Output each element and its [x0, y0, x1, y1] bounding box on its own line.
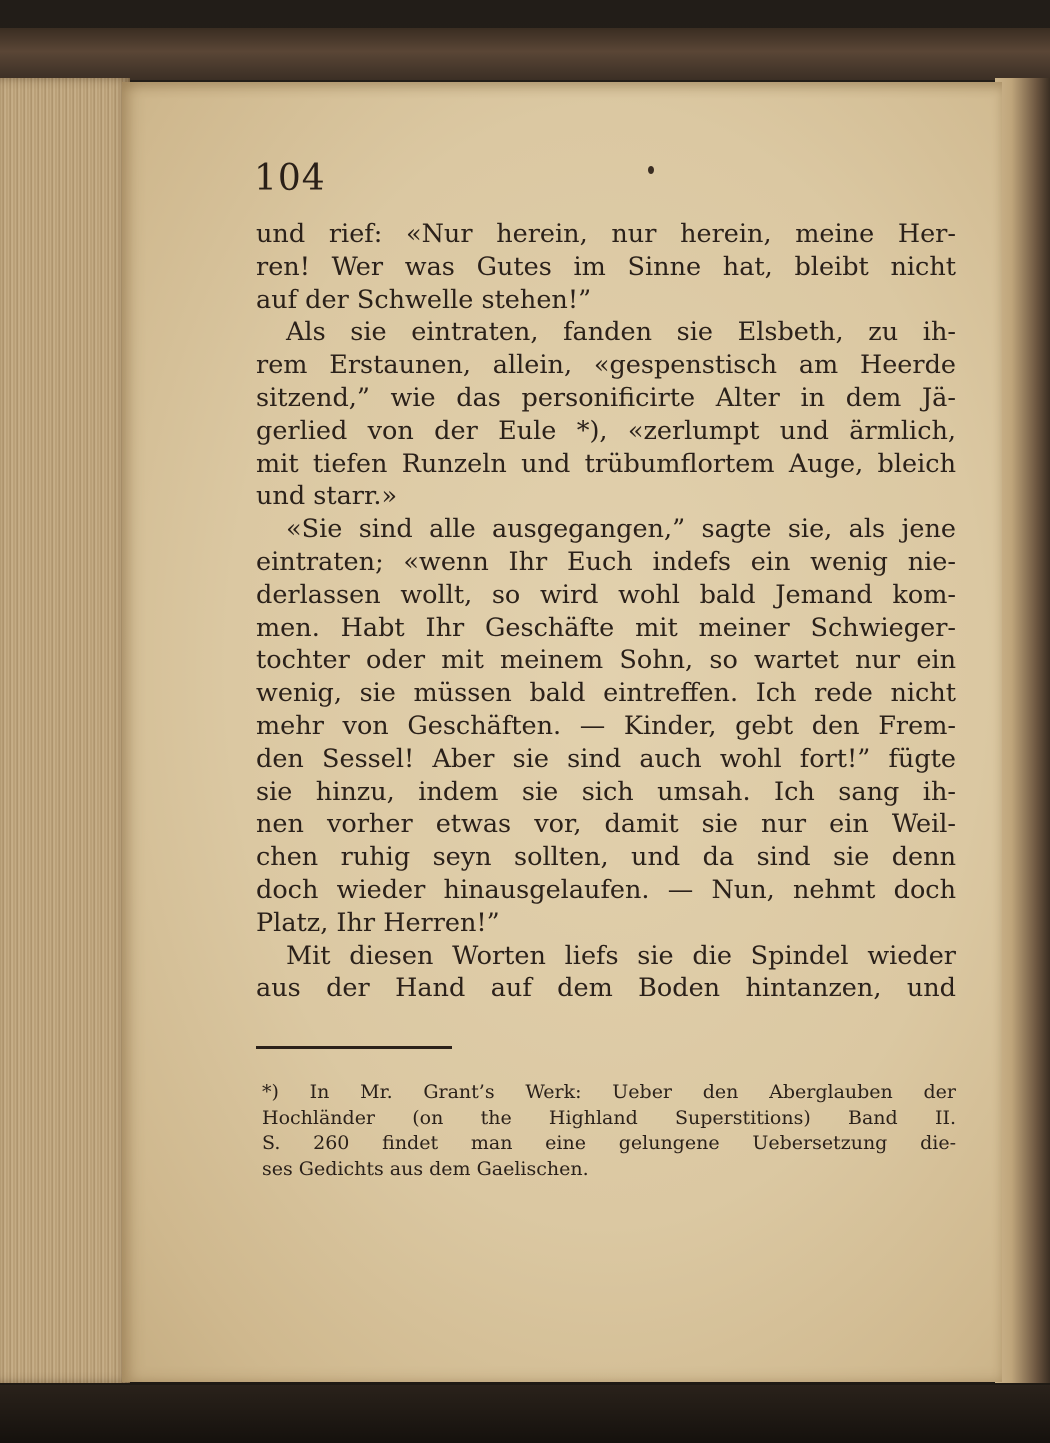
text-line: tochter oder mit meinem Sohn, so wartet nur ein — [256, 645, 956, 676]
text-line: mit tiefen Runzeln und trübumflortem Auge, bleich — [256, 448, 956, 479]
ink-speck — [648, 166, 654, 174]
text-line: Als sie eintraten, fanden sie Elsbeth, zu ih- — [286, 317, 956, 348]
text-line: auf der Schwelle stehen!” — [256, 284, 592, 315]
footnote-line: S. 260 findet man eine gelungene Uebersetzung die- — [262, 1132, 956, 1154]
text-line: sitzend,” wie das personificirte Alter in dem Jä- — [256, 382, 956, 413]
text-line: und starr.» — [256, 481, 398, 512]
text-line: den Sessel! Aber sie sind auch wohl fort!” fügte — [256, 743, 956, 774]
text-line: mehr von Geschäften. — Kinder, gebt den Frem- — [256, 710, 956, 741]
book-cover-bottom-edge — [0, 1385, 1050, 1443]
text-line: und rief: «Nur herein, nur herein, meine Her- — [256, 219, 956, 249]
page-number: 104 — [254, 158, 326, 199]
stacked-page-edges — [0, 78, 130, 1383]
text-line: gerlied von der Eule *), «zerlumpt und ärmlich, — [256, 415, 956, 446]
footnote-rule — [256, 1046, 452, 1049]
text-line: aus der Hand auf dem Boden hintanzen, und — [256, 973, 956, 1004]
text-line: Mit diesen Worten liefs sie die Spindel wieder — [286, 940, 956, 971]
text-line: rem Erstaunen, allein, «gespenstisch am Heerde — [256, 350, 956, 381]
text-line: wenig, sie müssen bald eintreffen. Ich rede nicht — [256, 678, 956, 709]
footnote — [262, 1080, 956, 1182]
text-line: chen ruhig seyn sollten, und da sind sie denn — [256, 842, 956, 873]
text-line: sie hinzu, indem sie sich umsah. Ich sang ih- — [256, 776, 956, 807]
book-cover-top-edge — [0, 28, 1050, 80]
text-line: eintraten; «wenn Ihr Euch indefs ein wenig nie- — [256, 546, 956, 577]
text-line: Platz, Ihr Herren!” — [256, 907, 500, 938]
footnote-line: Hochländer (on the Highland Superstitions) Band II. — [262, 1106, 956, 1129]
footnote-line: ses Gedichts aus dem Gaelischen. — [262, 1157, 589, 1180]
body-text — [256, 218, 956, 1005]
text-line: doch wieder hinausgelaufen. — Nun, nehmt doch — [256, 874, 956, 905]
text-line: «Sie sind alle ausgegangen,” sagte sie, als jene — [286, 514, 956, 545]
text-line: nen vorher etwas vor, damit sie nur ein Weil- — [256, 809, 956, 840]
text-line: derlassen wollt, so wird wohl bald Jemand kom- — [256, 579, 956, 610]
footnote-line: *) In Mr. Grant’s Werk: Ueber den Aberglauben der — [262, 1081, 956, 1103]
book-right-edge — [995, 78, 1050, 1383]
text-line: men. Habt Ihr Geschäfte mit meiner Schwieger- — [256, 612, 956, 643]
text-line: ren! Wer was Gutes im Sinne hat, bleibt nicht — [256, 251, 956, 282]
